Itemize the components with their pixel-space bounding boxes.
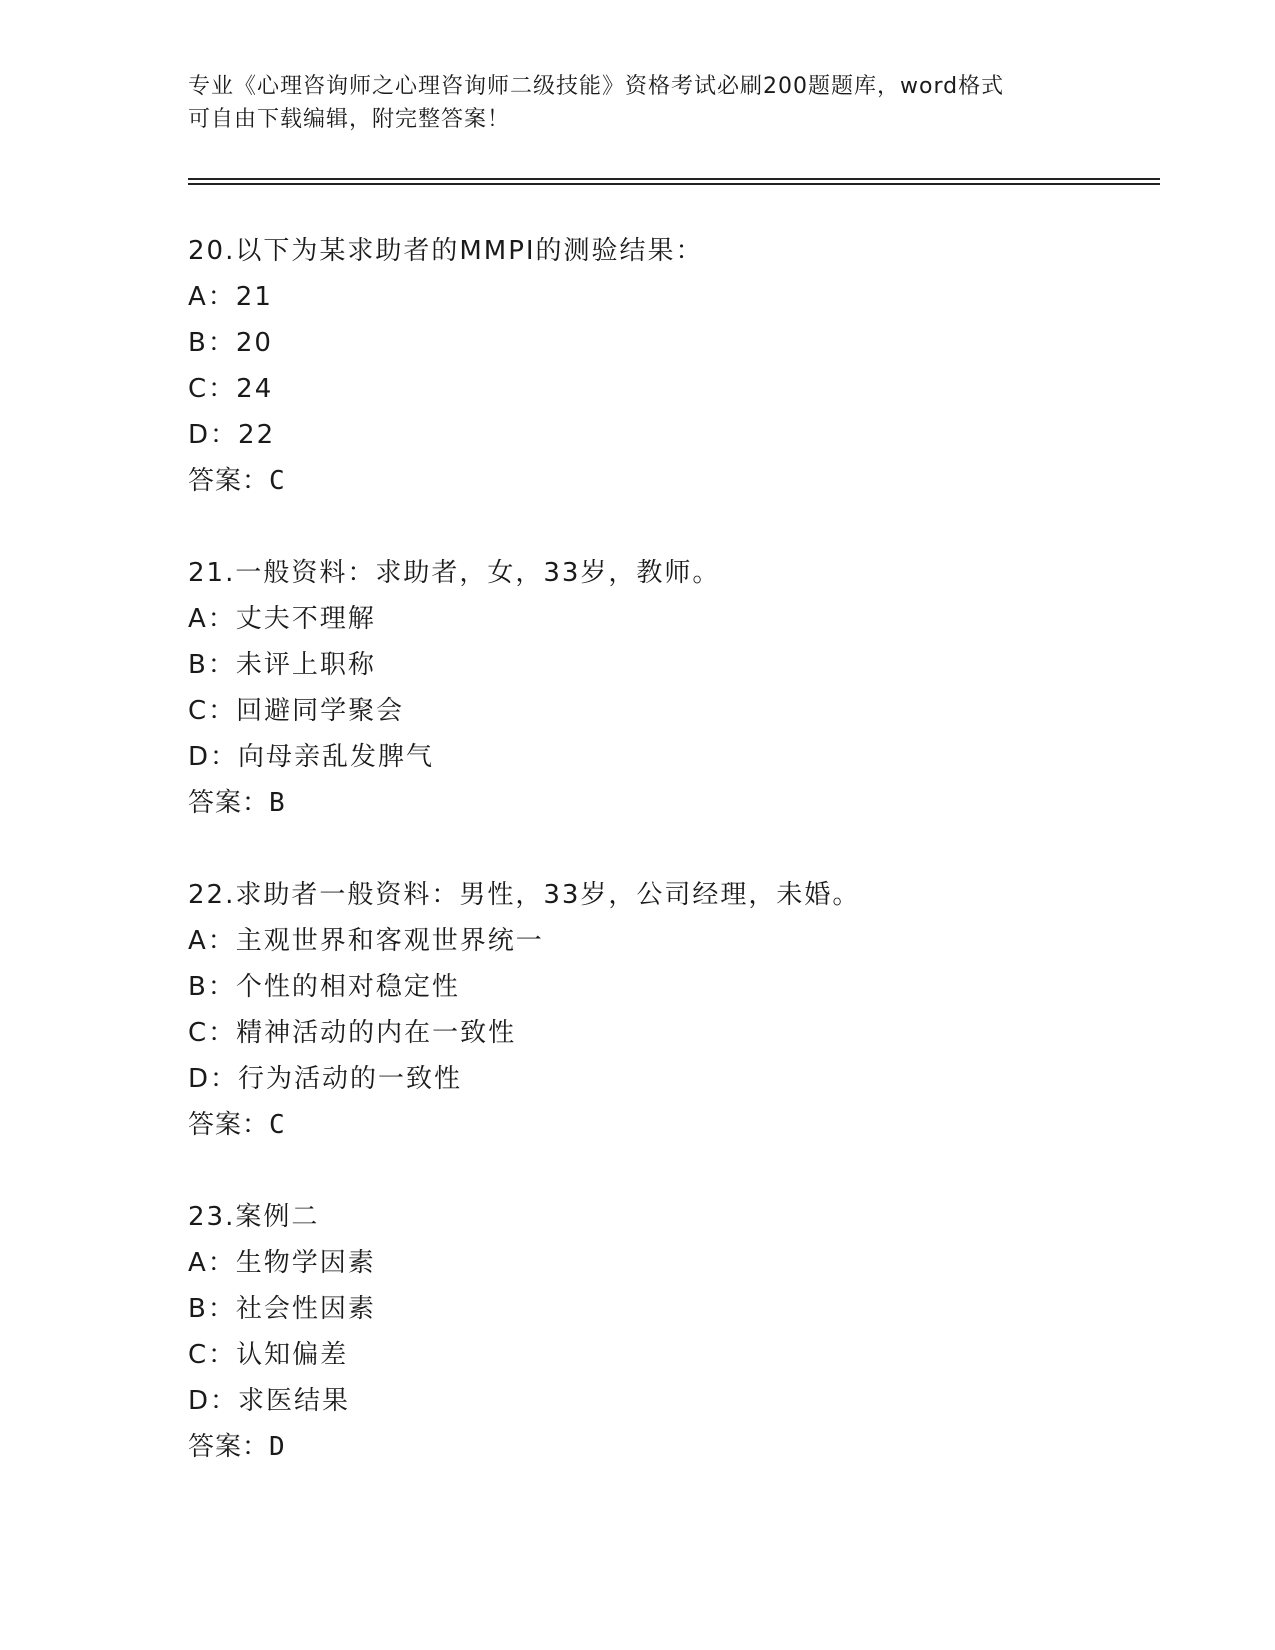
- answer-line: [188, 780, 1138, 826]
- option-b: B：20: [188, 328, 273, 358]
- header-line-1: 专业《心理咨询师之心理咨询师二级技能》资格考试必刷200题题库，word格式: [188, 74, 1005, 99]
- option-b: B：社会性因素: [188, 1294, 376, 1324]
- document-header: [188, 70, 1088, 136]
- question-title: 21.一般资料：求助者，女，33岁，教师。: [188, 558, 721, 588]
- answer-label: 答案：: [188, 466, 270, 496]
- option-a: A：丈夫不理解: [188, 604, 376, 634]
- question-title: 20.以下为某求助者的MMPI的测验结果：: [188, 236, 704, 266]
- question-20: [188, 228, 1138, 504]
- answer-value: C: [269, 466, 286, 496]
- header-divider-bottom: [188, 183, 1160, 185]
- option-d: D：行为活动的一致性: [188, 1064, 463, 1094]
- question-23: [188, 1194, 1138, 1470]
- option-c: C：精神活动的内在一致性: [188, 1018, 517, 1048]
- answer-value: B: [269, 788, 286, 818]
- header-line-2: 可自由下载编辑，附完整答案！: [188, 107, 511, 132]
- option-d: D：求医结果: [188, 1386, 351, 1416]
- option-d: D：向母亲乱发脾气: [188, 742, 435, 772]
- answer-line: [188, 458, 1138, 504]
- option-c: C：24: [188, 374, 274, 404]
- option-b: B：个性的相对稳定性: [188, 972, 460, 1002]
- option-a: A：21: [188, 282, 273, 312]
- answer-value: D: [269, 1432, 286, 1462]
- option-a: A：生物学因素: [188, 1248, 376, 1278]
- answer-line: [188, 1424, 1138, 1470]
- answer-label: 答案：: [188, 1110, 270, 1140]
- option-b: B：未评上职称: [188, 650, 376, 680]
- question-22: [188, 872, 1138, 1148]
- question-title: 22.求助者一般资料：男性，33岁，公司经理，未婚。: [188, 880, 861, 910]
- question-title: 23.案例二: [188, 1202, 320, 1232]
- answer-line: [188, 1102, 1138, 1148]
- answer-label: 答案：: [188, 1432, 270, 1462]
- header-divider-top: [188, 178, 1160, 180]
- option-a: A：主观世界和客观世界统一: [188, 926, 544, 956]
- answer-label: 答案：: [188, 788, 270, 818]
- answer-value: C: [269, 1110, 286, 1140]
- option-d: D：22: [188, 420, 276, 450]
- option-c: C：回避同学聚会: [188, 696, 405, 726]
- question-21: [188, 550, 1138, 826]
- option-c: C：认知偏差: [188, 1340, 349, 1370]
